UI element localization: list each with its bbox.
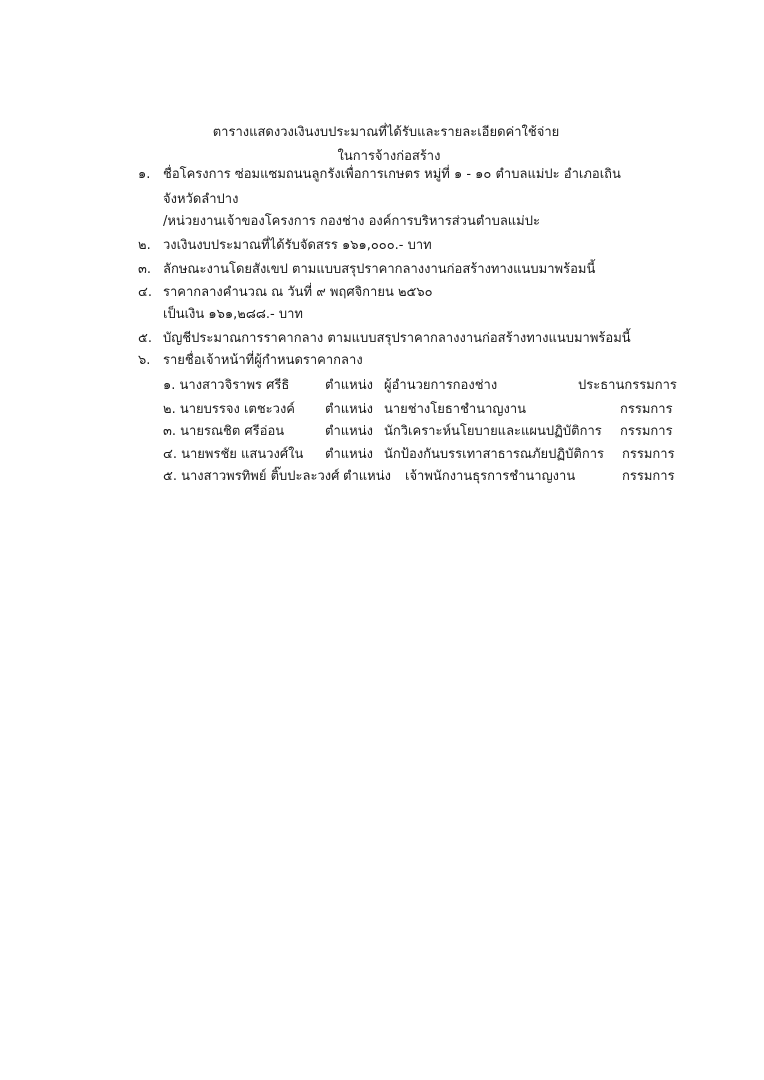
- item-text: ลักษณะงานโดยสังเขป ตามแบบสรุปราคากลางงานก่อสร้างทางแนบมาพร้อมนี้: [163, 262, 596, 277]
- item-number: ๖.: [138, 353, 151, 368]
- item-number: ๑.: [138, 167, 151, 182]
- member-role: ประธานกรรมการ: [578, 378, 677, 393]
- document-subtitle: ในการจ้างก่อสร้าง: [337, 149, 441, 164]
- item-text: /หน่วยงานเจ้าของโครงการ กองช่าง องค์การบริหารส่วนตำบลแม่ปะ: [163, 214, 540, 229]
- member-position: นายช่างโยธาชำนาญงาน: [384, 402, 527, 417]
- member-position: เจ้าพนักงานธุรการชำนาญงาน: [405, 469, 576, 484]
- item-text: จังหวัดลำปาง: [163, 192, 239, 207]
- position-label: ตำแหน่ง: [325, 402, 373, 417]
- member-role: กรรมการ: [620, 424, 673, 439]
- item-text: รายชื่อเจ้าหน้าที่ผู้กำหนดราคากลาง: [163, 353, 363, 368]
- member-role: กรรมการ: [620, 402, 673, 417]
- member-name: ๕. นางสาวพรทิพย์ ติ๊บปะละวงศ์: [163, 469, 340, 484]
- member-name: ๓. นายรณชิต ศรีอ่อน: [163, 424, 285, 439]
- document-title: ตารางแสดงวงเงินงบประมาณที่ได้รับและรายละเอียดค่าใช้จ่าย: [212, 125, 560, 140]
- member-role: กรรมการ: [622, 447, 675, 462]
- member-role: กรรมการ: [622, 469, 675, 484]
- item-number: ๒.: [138, 238, 151, 253]
- position-label: ตำแหน่ง: [343, 469, 391, 484]
- item-number: ๔.: [138, 285, 152, 300]
- member-position: นักป้องกันบรรเทาสาธารณภัยปฏิบัติการ: [384, 447, 604, 462]
- item-text: ชื่อโครงการ ซ่อมแซมถนนลูกรังเพื่อการเกษตร หมู่ที่ ๑ - ๑๐ ตำบลแม่ปะ อำเภอเถิน: [163, 167, 621, 182]
- position-label: ตำแหน่ง: [325, 378, 373, 393]
- item-text: ราคากลางคำนวณ ณ วันที่ ๙ พฤศจิกายน ๒๕๖๐: [163, 285, 433, 300]
- member-name: ๒. นายบรรจง เตชะวงค์: [163, 402, 295, 417]
- member-name: ๔. นายพรชัย แสนวงศ์ใน: [163, 447, 304, 462]
- item-text: บัญชีประมาณการราคากลาง ตามแบบสรุปราคากลางงานก่อสร้างทางแนบมาพร้อมนี้: [163, 331, 631, 346]
- item-text: วงเงินงบประมาณที่ได้รับจัดสรร ๑๖๑,๐๐๐.- บาท: [163, 238, 432, 253]
- item-text: เป็นเงิน ๑๖๑,๒๘๘.- บาท: [163, 307, 303, 322]
- member-position: ผู้อำนวยการกองช่าง: [384, 378, 498, 393]
- member-position: นักวิเคราะห์นโยบายและแผนปฏิบัติการ: [384, 424, 602, 439]
- item-number: ๓.: [138, 262, 152, 277]
- position-label: ตำแหน่ง: [325, 447, 373, 462]
- position-label: ตำแหน่ง: [325, 424, 373, 439]
- member-name: ๑. นางสาวจิราพร ศรีธิ: [163, 378, 290, 393]
- item-number: ๕.: [138, 331, 152, 346]
